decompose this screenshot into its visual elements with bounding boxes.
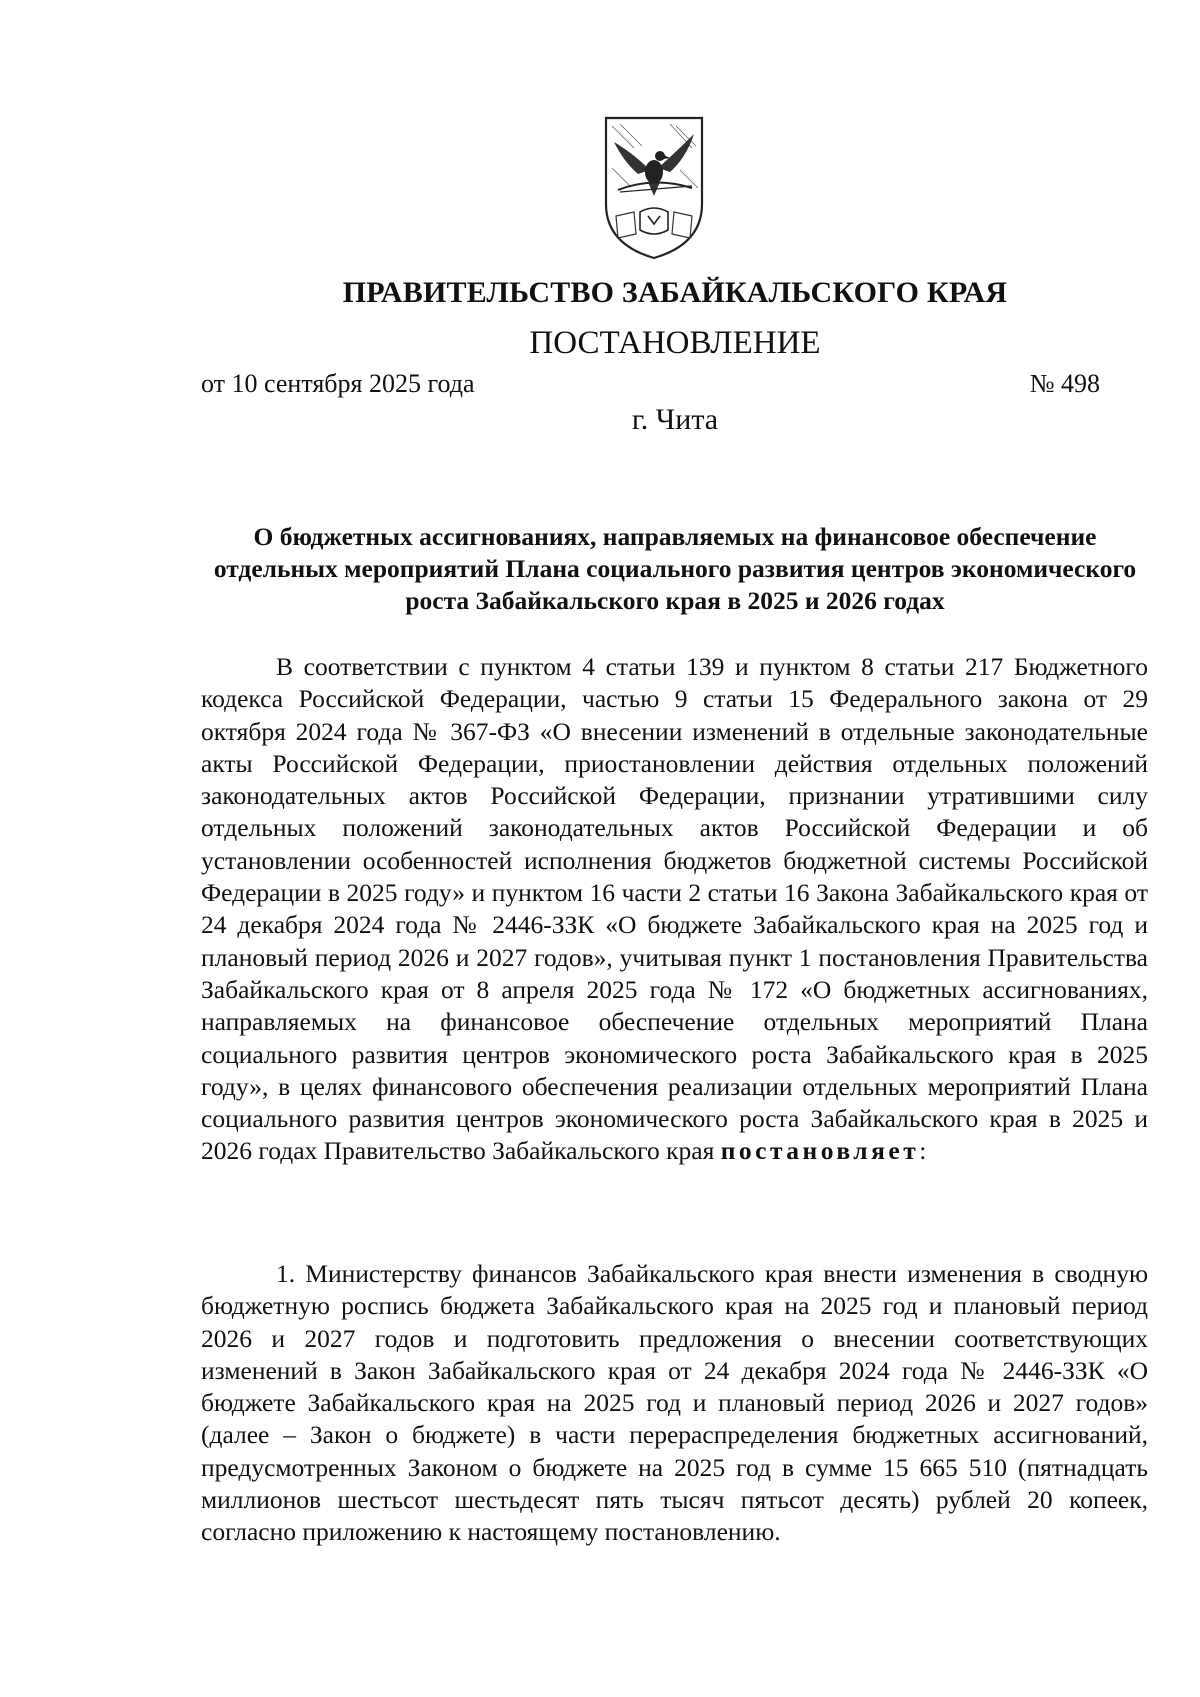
organization-title: ПРАВИТЕЛЬСТВО ЗАБАЙКАЛЬСКОГО КРАЯ [342,276,1008,309]
document-city: г. Чита [631,403,719,436]
document-type: ПОСТАНОВЛЕНИЕ [529,325,821,361]
document-date: от 10 сентября 2025 года [201,369,475,398]
preamble-colon: : [919,1136,927,1166]
clause-1-text: 1. Министерству финансов Забайкальского края внести изменения в сводную бюджетную роспись бюджета Забайкальского края на 2025 год и плановый период 2026 и 2027 годов и подготовить предложения о внесении соответствующих изменений в Закон Забайкальского края от 24 декабря 2024 года № 2446-ЗЗК «О бюджете Забайкальского края на 2025 год и плановый период 2026 и 2027 годов» (далее – Закон о бюджете) в части перераспределения бюджетных ассигнований, предусмотренных Законом о бюджете на 2025 год в сумме 15 665 510 (пятнадцать миллионов шестьсот шестьдесят пять тысяч пятьсот десять) рублей 20 копеек, согласно приложению к настоящему постановлению. [201,1259,1148,1547]
coat-of-arms-icon [600,112,708,262]
decree-word: постановляет [720,1136,920,1166]
clause-1-paragraph [201,1258,1148,1549]
document-subject: О бюджетных ассигнованиях, направляемых на финансовое обеспечение отдельных мероприятий Плана социального развития центров экономического роста Забайкальского края в 2025 и 2026 годах [213,522,1137,615]
preamble-paragraph [201,651,1148,1168]
preamble-text: В соответствии с пунктом 4 статьи 139 и пунктом 8 статьи 217 Бюджетного кодекса Российской Федерации, частью 9 статьи 15 Федерального закона от 29 октября 2024 года № 367-ФЗ «О внесении изменений в отдельные законодательные акты Российской Федерации, приостановлении действия отдельных положений законодательных актов Российской Федерации, признании утратившими силу отдельных положений законодательных актов Российской Федерации и об установлении особенностей исполнения бюджетов бюджетной системы Российской Федерации в 2025 году» и пунктом 16 части 2 статьи 16 Закона Забайкальского края от 24 декабря 2024 года № 2446-ЗЗК «О бюджете Забайкальского края на 2025 год и плановый период 2026 и 2027 годов», учитывая пункт 1 постановления Правительства Забайкальского края от 8 апреля 2025 года № 172 «О бюджетных ассигнованиях, направляемых на финансовое обеспечение отдельных мероприятий Плана социального развития центров экономического роста Забайкальского края в 2025 году», в целях финансового обеспечения реализации отдельных мероприятий Плана социального развития центров экономического роста Забайкальского края в 2025 и 2026 годах Правительство Забайкальского края [201,652,1148,1166]
document-number: № 498 [1029,369,1100,398]
